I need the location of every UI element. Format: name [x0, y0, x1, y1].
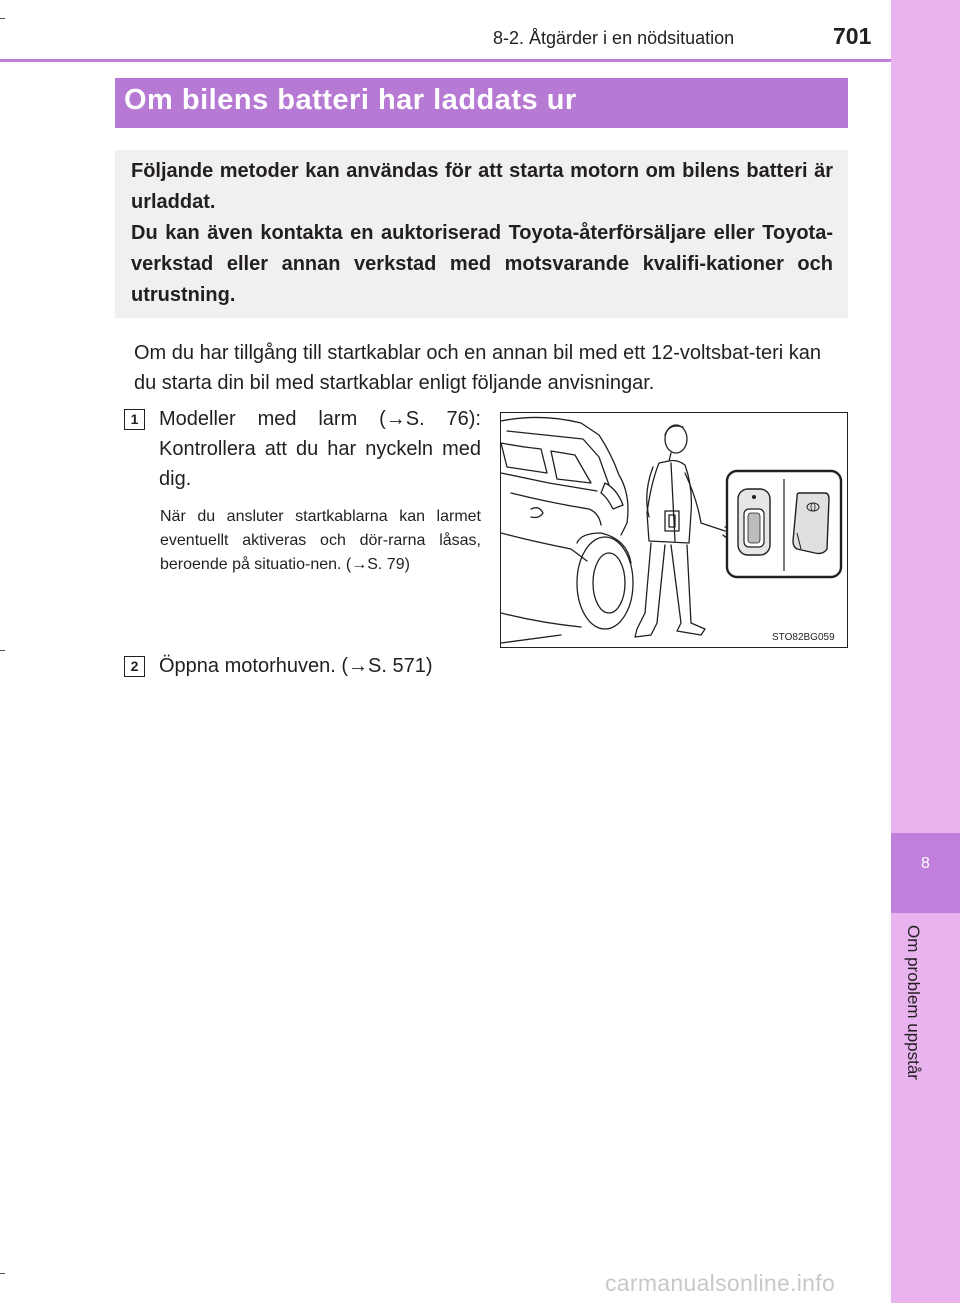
figure-code: STO82BG059: [772, 632, 835, 643]
smart-key-icon: [738, 489, 770, 555]
crop-mark: [0, 650, 5, 651]
step-2-badge: 2: [124, 656, 145, 677]
watermark: carmanualsonline.info: [605, 1270, 836, 1296]
illustration-figure: [500, 412, 848, 648]
crop-mark: [0, 18, 5, 19]
step-1-badge: 1: [124, 409, 145, 430]
person-illustration: [635, 425, 735, 637]
header-rule: [0, 59, 891, 62]
page-number: 701: [833, 23, 872, 49]
intro-line-1: Följande metoder kan användas för att starta motorn om bilens batteri är urladdat.: [131, 160, 833, 213]
key-inset: [727, 471, 841, 577]
crop-mark: [0, 1273, 5, 1274]
chapter-tab: [891, 833, 960, 913]
chapter-number: 8: [921, 855, 930, 872]
page-title: Om bilens batteri har laddats ur: [124, 84, 577, 116]
intro-line-2: Du kan även kontakta en auktoriserad Toyota-återförsäljare eller Toyota-verkstad eller annan verkstad med motsvarande kvalifi-kationer och utrustning.: [131, 222, 833, 306]
section-header: 8-2. Åtgärder i en nödsituation: [493, 28, 735, 48]
body-paragraph: Om du har tillgång till startkablar och en annan bil med ett 12-voltsbat-teri kan du starta din bil med startkablar enligt följande anvisningar.: [134, 342, 822, 394]
car-rear-illustration: [501, 413, 848, 648]
step-1-note: När du ansluter startkablarna kan larmet eventuellt aktiveras och dör-rarna låsas, beroende på situatio-nen. (→S. 79): [160, 508, 481, 573]
toyota-key-icon: [793, 493, 829, 554]
chapter-title: Om problem uppstår: [904, 925, 923, 1080]
step-1-text: Modeller med larm (→S. 76): Kontrollera att du har nyckeln med dig.: [159, 408, 481, 490]
step-2-text: Öppna motorhuven. (→S. 571): [159, 655, 433, 677]
intro-text: [131, 156, 833, 311]
